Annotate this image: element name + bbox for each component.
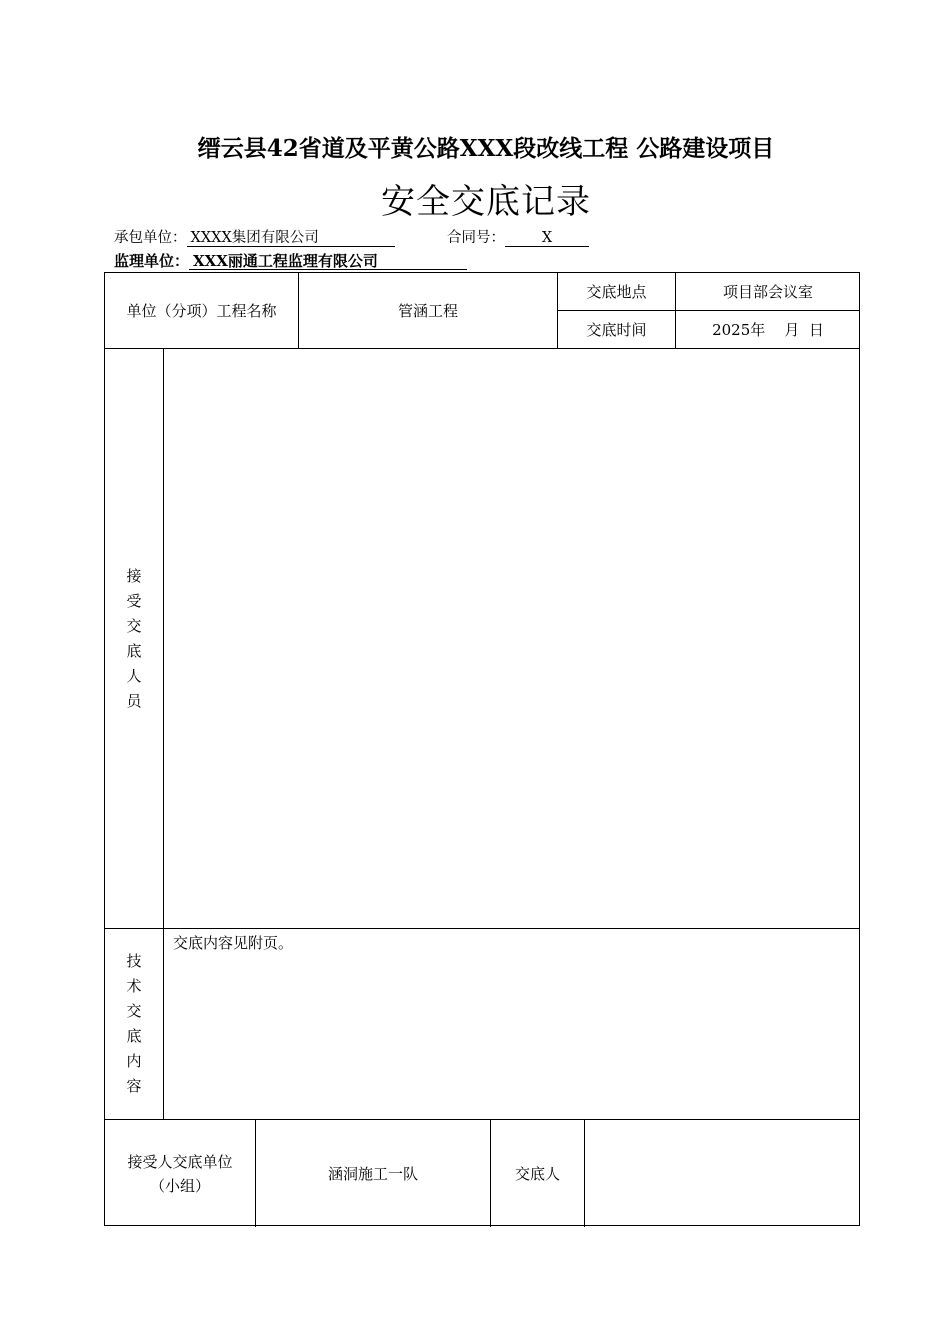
divider bbox=[105, 928, 860, 929]
project-name-value: 管涵工程 bbox=[397, 301, 458, 320]
contractor-line bbox=[114, 226, 395, 247]
contract-no-line bbox=[447, 226, 589, 247]
document-title: 缙云县42省道及平黄公路XXX段改线工程 公路建设项目 bbox=[197, 135, 775, 162]
record-table bbox=[104, 272, 860, 1226]
document-subtitle: 安全交底记录 bbox=[381, 182, 591, 222]
supervisor-line bbox=[114, 250, 467, 271]
location-value: 项目部会议室 bbox=[722, 282, 813, 301]
project-name-label: 单位（分项）工程名称 bbox=[126, 301, 277, 320]
technical-label: 技术交底内容 bbox=[126, 952, 142, 1095]
supervisor-label: 监理单位： bbox=[114, 252, 190, 270]
contractor-value: XXXX集团有限公司 bbox=[187, 230, 395, 247]
presenter-value bbox=[585, 1120, 860, 1227]
time-label: 交底时间 bbox=[586, 320, 647, 339]
recipient-unit-label-line2: （小组） bbox=[149, 1176, 210, 1195]
contract-no-value: X bbox=[505, 230, 589, 247]
technical-content: 交底内容见附页。 bbox=[173, 934, 294, 952]
recipient-unit-label-line1: 接受人交底单位 bbox=[127, 1152, 233, 1171]
recipients-area bbox=[164, 349, 860, 928]
time-value: 2025年 月 日 bbox=[712, 320, 824, 339]
supervisor-value: XXX丽通工程监理有限公司 bbox=[189, 253, 467, 270]
recipient-unit-label bbox=[105, 1120, 255, 1227]
presenter-label: 交底人 bbox=[514, 1164, 560, 1183]
contract-no-label: 合同号： bbox=[447, 230, 505, 246]
recipient-unit-value: 涵洞施工一队 bbox=[327, 1164, 418, 1183]
location-label: 交底地点 bbox=[586, 282, 647, 301]
contractor-label: 承包单位： bbox=[114, 230, 187, 246]
recipients-label: 接受交底人员 bbox=[126, 567, 142, 710]
